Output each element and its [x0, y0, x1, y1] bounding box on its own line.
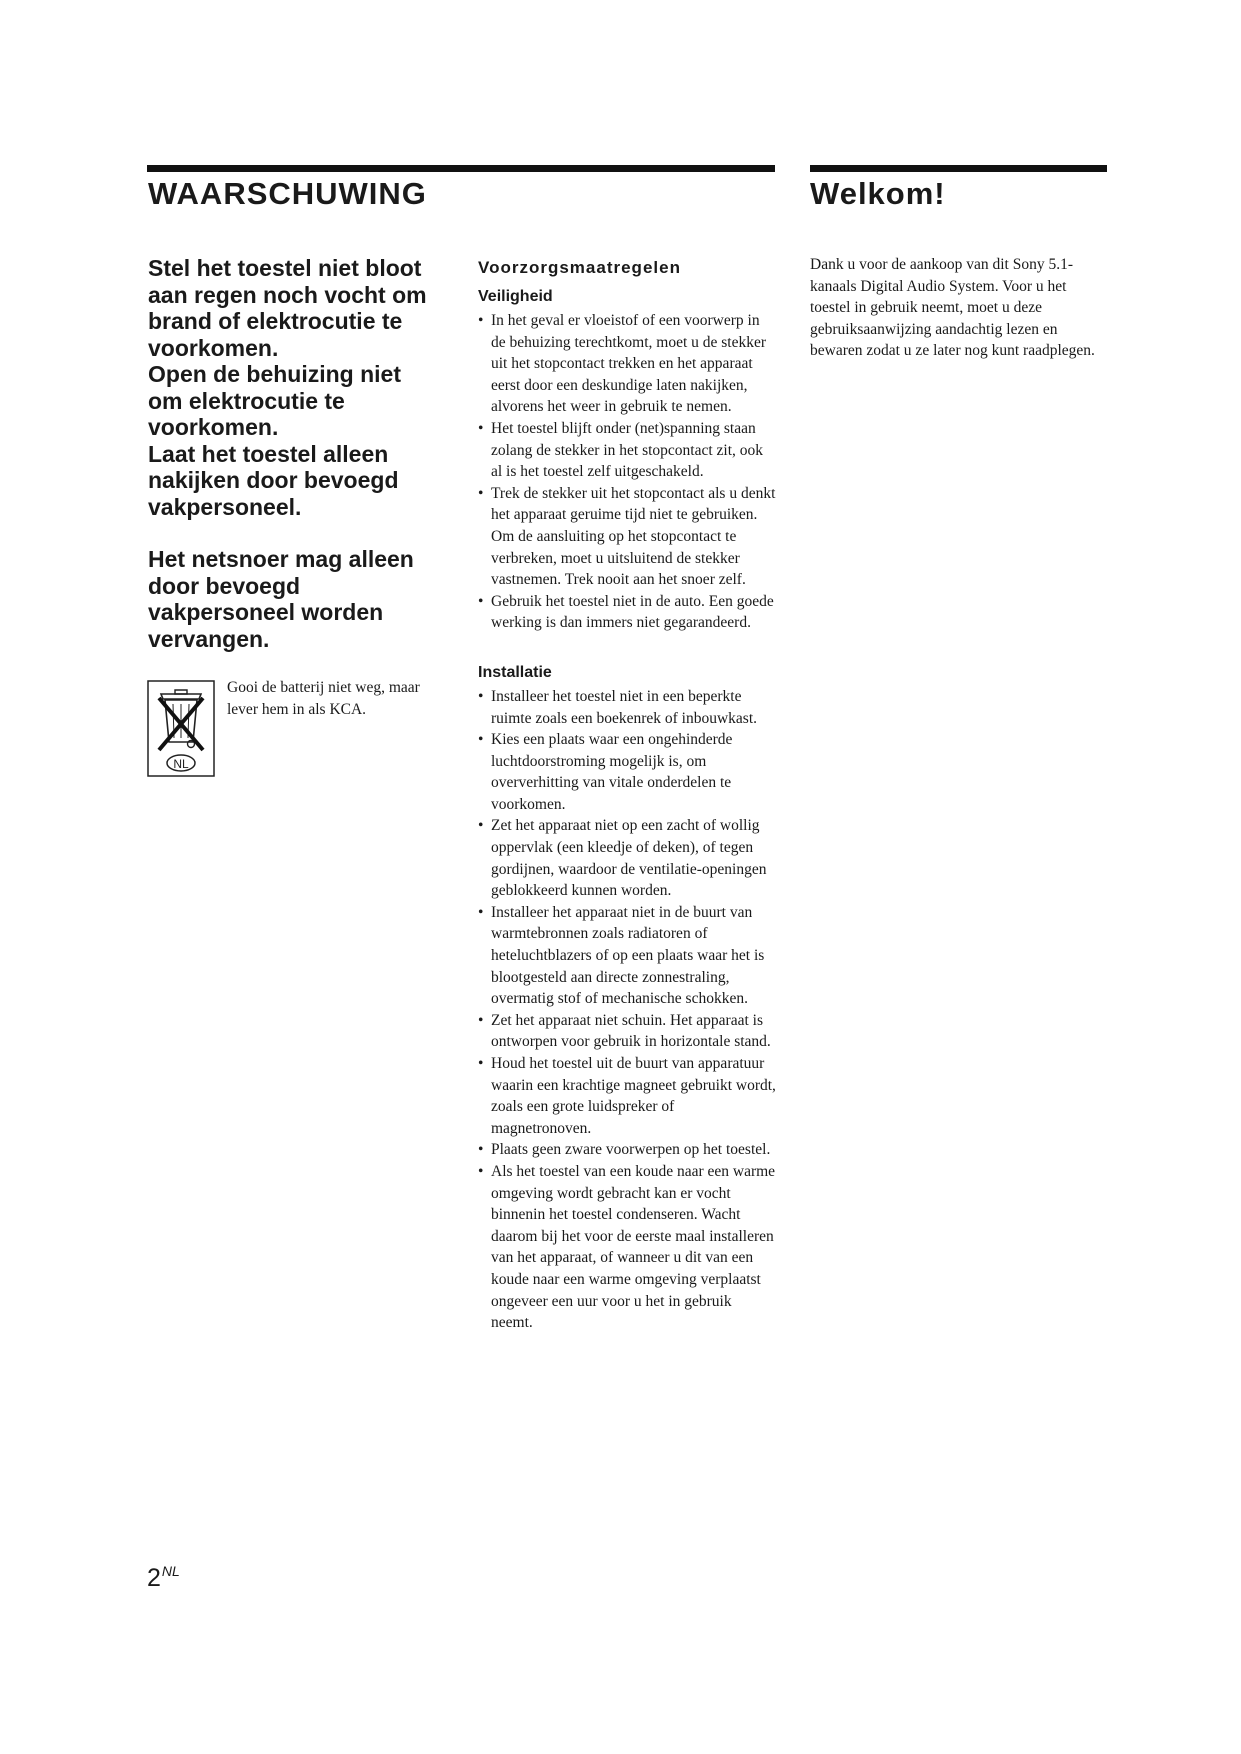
page-number-value: 2: [147, 1564, 161, 1592]
right-header-rule: [810, 165, 1107, 172]
list-item: • Zet het apparaat niet op een zacht of wollig oppervlak (een kleedje of deken), of tegen gordijnen, waardoor de ventilatie-openingen geblokkeerd kunnen worden.: [478, 815, 776, 901]
list-item: • Kies een plaats waar een ongehinderde luchtdoorstroming mogelijk is, om oververhitting van vitale onderdelen te voorkomen.: [478, 729, 776, 815]
list-item: • Zet het apparaat niet schuin. Het apparaat is ontworpen voor gebruik in horizontale stand.: [478, 1010, 776, 1053]
warning-block: [148, 255, 438, 652]
page-number-suffix: NL: [161, 1563, 180, 1579]
list-item: • Trek de stekker uit het stopcontact als u denkt het apparaat geruime tijd niet te gebruiken. Om de aansluiting op het stopcontact te verbreken, moet u uitsluitend de stekker vastnemen. Trek nooit aan het snoer zelf.: [478, 483, 776, 591]
installation-list: [478, 686, 776, 1334]
list-item: • Als het toestel van een koude naar een warme omgeving wordt gebracht kan er vocht binnenin het toestel condenseren. Wacht daarom bij het voor de eerste maal installeren van het apparaat, of wanneer u dit van een koude naar een warme omgeving verplaatst ongeveer een uur voor u het in gebruik neemt.: [478, 1161, 776, 1334]
precautions-heading: Voorzorgsmaatregelen: [478, 258, 681, 277]
warning-paragraph-1: Stel het toestel niet bloot aan regen noch vocht om brand of elektrocutie te voorkomen.: [148, 255, 427, 361]
warning-paragraph-3: Laat het toestel alleen nakijken door bevoegd vakpersoneel.: [148, 440, 399, 520]
warning-paragraph-4: Het netsnoer mag alleen door bevoegd vakpersoneel worden vervangen.: [148, 546, 414, 652]
precautions-column: [478, 258, 776, 1334]
installation-heading: Installatie: [478, 663, 552, 681]
list-item: • Gebruik het toestel niet in de auto. Een goede werking is dan immers niet gegarandeerd.: [478, 591, 776, 634]
welcome-column: [810, 254, 1110, 362]
battery-note: Gooi de batterij niet weg, maar lever hem in als KCA.: [227, 679, 420, 718]
list-item: • Houd het toestel uit de buurt van apparatuur waarin een krachtige magneet gebruikt wordt, zoals een grote luidspreker of magnetronoven.: [478, 1053, 776, 1139]
list-item: • Het toestel blijft onder (net)spanning staan zolang de stekker in het stopcontact zit, ook al is het toestel zelf uitgeschakeld.: [478, 418, 776, 483]
page-title-welcome: Welkom!: [810, 176, 946, 211]
list-item: • Installeer het toestel niet in een beperkte ruimte zoals een boekenrek of inbouwkast.: [478, 686, 776, 729]
list-item: • In het geval er vloeistof of een voorwerp in de behuizing terechtkomt, moet u de stekker uit het stopcontact trekken en het apparaat eerst door een deskundige laten nakijken, alvorens het weer in gebruik te nemen.: [478, 310, 776, 418]
battery-icon-label: NL: [173, 757, 189, 771]
page-title-warning: WAARSCHUWING: [148, 176, 427, 211]
page-number: [147, 1563, 180, 1593]
safety-list: [478, 310, 776, 634]
battery-disposal-icon: [147, 680, 215, 777]
safety-heading: Veiligheid: [478, 288, 553, 305]
warning-paragraph-2: Open de behuizing niet om elektrocutie te voorkomen.: [148, 361, 401, 440]
left-header-rule: [147, 165, 775, 172]
list-item: • Plaats geen zware voorwerpen op het toestel.: [478, 1139, 776, 1161]
list-item: • Installeer het apparaat niet in de buurt van warmtebronnen zoals radiatoren of heteluchtblazers of op een plaats waar het is blootgesteld aan directe zonnestraling, overmatig stof of mechanische schokken.: [478, 902, 776, 1010]
welcome-text: Dank u voor de aankoop van dit Sony 5.1-kanaals Digital Audio System. Voor u het toestel in gebruik neemt, moet u deze gebruiksaanwijzing aandachtig lezen en bewaren zodat u ze later nog kunt raadplegen.: [810, 256, 1095, 360]
battery-notice: [147, 680, 445, 777]
